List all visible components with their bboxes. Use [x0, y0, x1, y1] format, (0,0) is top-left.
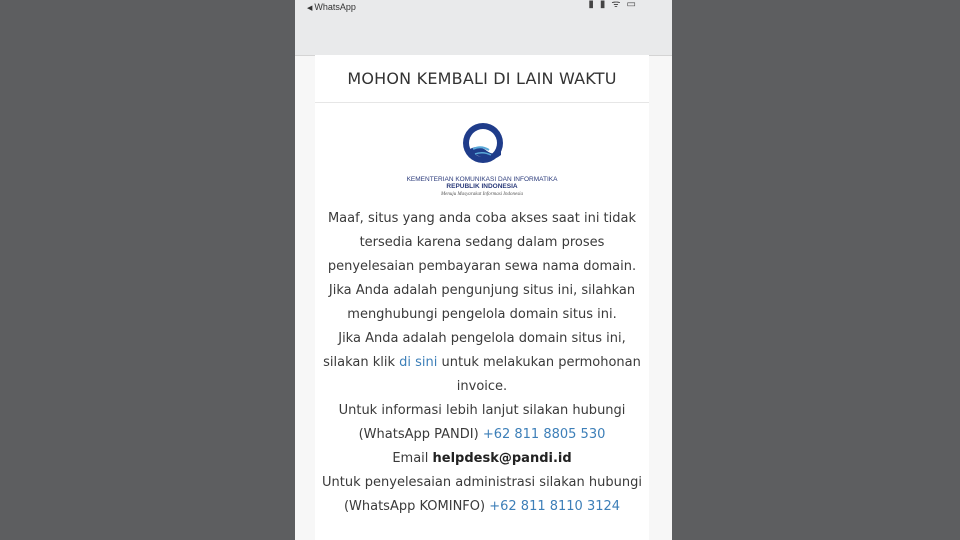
message-line: penyelesaian pembayaran sewa nama domain. — [327, 259, 637, 274]
org-name — [315, 176, 649, 190]
kominfo-logo — [315, 103, 649, 208]
invoice-request-link[interactable]: di sini — [399, 355, 438, 370]
message-text: untuk melakukan permohonan — [437, 355, 641, 370]
message-line — [315, 423, 649, 447]
org-name-line1: KEMENTERIAN KOMUNIKASI DAN INFORMATIKA — [406, 176, 558, 183]
message-line: Untuk informasi lebih lanjut silakan hubungi — [338, 403, 626, 418]
message-line: Maaf, situs yang anda coba akses saat ini tidak — [327, 211, 637, 226]
message-line: Jika Anda adalah pengelola domain situs ini, — [338, 331, 626, 346]
status-bar — [295, 0, 672, 56]
notice-card — [315, 55, 649, 540]
status-icons — [588, 0, 642, 10]
back-to-whatsapp-link[interactable] — [307, 2, 356, 12]
wifi-icon: ᯤ — [611, 0, 627, 10]
helpdesk-email[interactable]: helpdesk@pandi.id — [432, 451, 572, 466]
message-line — [315, 351, 649, 375]
pandi-whatsapp-link[interactable]: +62 811 8805 530 — [482, 427, 606, 442]
org-tagline: Menuju Masyarakat Informasi Indonesia — [440, 192, 524, 197]
message-line — [315, 495, 649, 519]
message-text: silakan klik — [323, 355, 400, 370]
notice-message — [315, 207, 649, 519]
kominfo-whatsapp-link[interactable]: +62 811 8110 3124 — [489, 499, 621, 514]
signal-icon: ▮▮ — [588, 0, 612, 10]
message-text: (WhatsApp KOMINFO) — [343, 499, 490, 514]
message-line: tersedia karena sedang dalam proses — [359, 235, 605, 250]
message-text: Email — [392, 451, 433, 466]
message-line: Untuk penyelesaian administrasi silakan hubungi — [322, 475, 642, 490]
battery-icon: ▭ — [626, 0, 642, 10]
org-name-line2: REPUBLIK INDONESIA — [446, 183, 518, 190]
message-line: menghubungi pengelola domain situs ini. — [347, 307, 617, 322]
phone-screen — [295, 0, 672, 540]
back-arrow-icon: ◀ — [307, 5, 313, 12]
message-line: invoice. — [456, 379, 508, 394]
kominfo-emblem-icon — [461, 121, 505, 165]
message-text: (WhatsApp PANDI) — [358, 427, 483, 442]
page-title: MOHON KEMBALI DI LAIN WAKTU — [347, 69, 617, 88]
message-line — [315, 447, 649, 471]
card-header — [315, 55, 649, 103]
back-link-label: WhatsApp — [314, 2, 356, 12]
message-line: Jika Anda adalah pengunjung situs ini, silahkan — [328, 283, 636, 298]
